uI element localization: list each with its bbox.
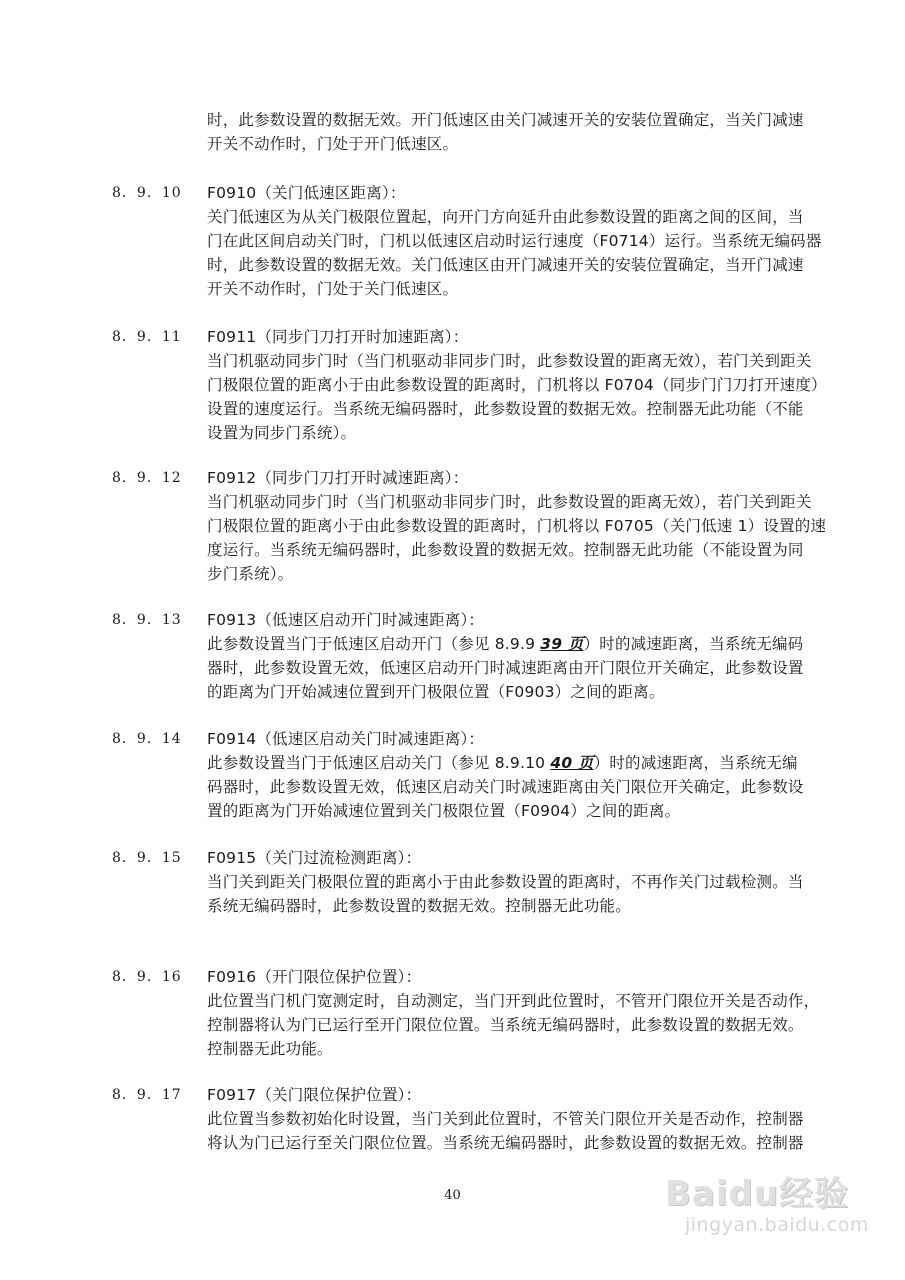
section-number: 8．9．17 bbox=[112, 1087, 182, 1103]
section-number: 8．9．14 bbox=[112, 731, 182, 747]
paragraph-line: 控制器将认为门已运行至开门限位位置。当系统无编码器时，此参数设置的数据无效。 bbox=[207, 1016, 804, 1034]
section-heading: F0912（同步门刀打开时减速距离）： bbox=[207, 469, 469, 487]
paragraph-line: 时，此参数设置的数据无效。关门低速区由开门减速开关的安装位置确定，当开门减速 bbox=[207, 256, 804, 274]
paragraph-line: 关门低速区为从关门极限位置起，向开门方向延升由此参数设置的距离之间的区间，当 bbox=[207, 208, 804, 226]
paragraph-line: 当门机驱动同步门时（当门机驱动非同步门时，此参数设置的距离无效），若门关到距关 bbox=[207, 352, 812, 370]
paragraph-line: 门在此区间启动关门时，门机以低速区启动时运行速度（F0714）运行。当系统无编码器 bbox=[207, 232, 822, 250]
section-heading: F0914（低速区启动关门时减速距离）： bbox=[207, 730, 485, 748]
section-number: 8．9．12 bbox=[112, 470, 182, 486]
paragraph-line: 系统无编码器时，此参数设置的数据无效。控制器无此功能。 bbox=[207, 897, 631, 915]
section-number: 8．9．16 bbox=[112, 969, 182, 985]
paragraph-line-with-reference bbox=[207, 751, 798, 775]
paragraph-line: 码器时，此参数设置无效，低速区启动关门时减速距离由关门限位开关确定，此参数设 bbox=[207, 778, 804, 796]
watermark-url: jingyan.baidu.com bbox=[685, 1214, 869, 1236]
paragraph-line: 置的距离为门开始减速位置到关门极限位置（F0904）之间的距离。 bbox=[207, 802, 681, 820]
page-reference-link[interactable]: 40 页 bbox=[550, 754, 594, 772]
paragraph-line: 此位置当门机门宽测定时，自动测定，当门开到此位置时，不管开门限位开关是否动作， bbox=[207, 992, 820, 1010]
section-number: 8．9．10 bbox=[112, 185, 182, 201]
paragraph-line: 当门机驱动同步门时（当门机驱动非同步门时，此参数设置的距离无效），若门关到距关 bbox=[207, 493, 812, 511]
paragraph-line: 门极限位置的距离小于由此参数设置的距离时，门机将以 F0704（同步门门刀打开速度） bbox=[207, 376, 827, 394]
section-heading: F0917（关门限位保护位置）： bbox=[207, 1086, 422, 1104]
ref-text-after: ）时的减速距离，当系统无编码 bbox=[583, 635, 804, 653]
paragraph-line-with-reference bbox=[207, 632, 803, 656]
paragraph-line: 器时，此参数设置无效，低速区启动开门时减速距离由开门限位开关确定，此参数设置 bbox=[207, 659, 804, 677]
paragraph-line: 设置为同步门系统）。 bbox=[207, 424, 357, 442]
section-number: 8．9．13 bbox=[112, 612, 182, 628]
section-number: 8．9．15 bbox=[112, 850, 182, 866]
paragraph-line: 度运行。当系统无编码器时，此参数设置的数据无效。控制器无此功能（不能设置为同 bbox=[207, 541, 804, 559]
section-heading: F0916（开门限位保护位置）： bbox=[207, 968, 422, 986]
paragraph-line: 门极限位置的距离小于由此参数设置的距离时，门机将以 F0705（关门低速 1）设置的速 bbox=[207, 517, 827, 535]
section-heading: F0913（低速区启动开门时减速距离）： bbox=[207, 611, 485, 629]
paragraph-line: 开关不动作时，门处于开门低速区。 bbox=[207, 135, 459, 153]
section-number: 8．9．11 bbox=[112, 329, 182, 345]
paragraph-line: 控制器无此功能。 bbox=[207, 1040, 333, 1058]
ref-text-before: 此参数设置当门于低速区启动关门（参见 8.9.10 bbox=[207, 754, 551, 772]
watermark-logo: Baidu经验 bbox=[665, 1174, 850, 1214]
paragraph-line: 时，此参数设置的数据无效。开门低速区由关门减速开关的安装位置确定，当关门减速 bbox=[207, 111, 804, 129]
ref-text-before: 此参数设置当门于低速区启动开门（参见 8.9.9 bbox=[207, 635, 541, 653]
page-reference-link[interactable]: 39 页 bbox=[540, 635, 584, 653]
paragraph-line: 当门关到距关门极限位置的距离小于由此参数设置的距离时，不再作关门过载检测。当 bbox=[207, 873, 804, 891]
paragraph-line: 此位置当参数初始化时设置，当门关到此位置时，不管关门限位开关是否动作，控制器 bbox=[207, 1110, 804, 1128]
ref-text-after: ）时的减速距离，当系统无编 bbox=[593, 754, 798, 772]
paragraph-line: 设置的速度运行。当系统无编码器时，此参数设置的数据无效。控制器无此功能（不能 bbox=[207, 400, 804, 418]
paragraph-line: 开关不动作时，门处于关门低速区。 bbox=[207, 280, 459, 298]
paragraph-line: 的距离为门开始减速位置到开门极限位置（F0903）之间的距离。 bbox=[207, 683, 665, 701]
paragraph-line: 步门系统）。 bbox=[207, 565, 294, 583]
baidu-watermark bbox=[665, 1166, 869, 1266]
section-heading: F0910（关门低速区距离）： bbox=[207, 184, 406, 202]
page-number: 40 bbox=[444, 1188, 461, 1203]
section-heading: F0911（同步门刀打开时加速距离）： bbox=[207, 328, 469, 346]
paragraph-line: 将认为门已运行至关门限位位置。当系统无编码器时，此参数设置的数据无效。控制器 bbox=[207, 1134, 804, 1152]
section-heading: F0915（关门过流检测距离）： bbox=[207, 849, 422, 867]
